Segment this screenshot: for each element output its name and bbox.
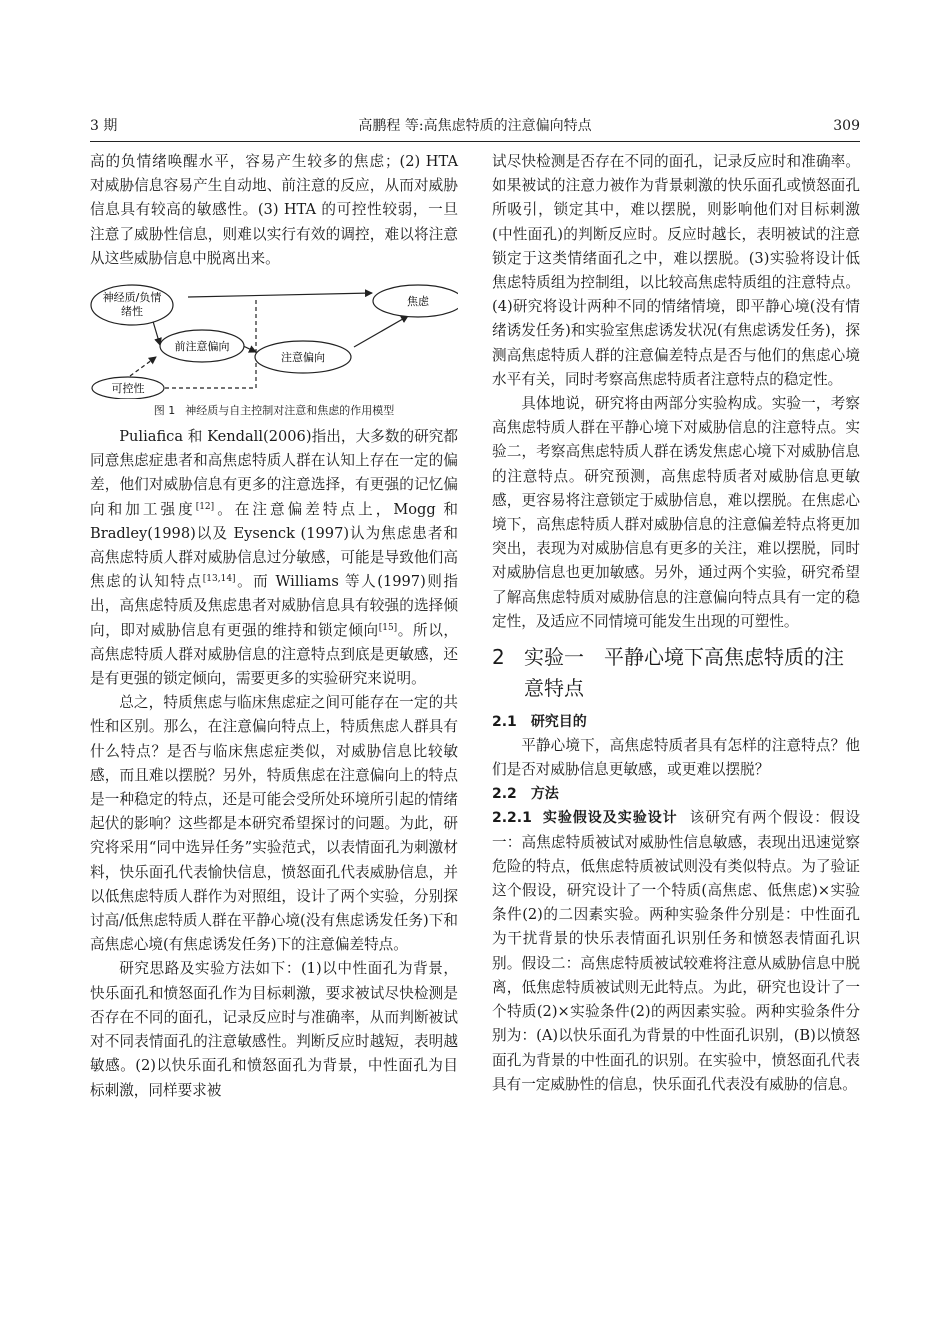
subsection-number: 2.2 — [492, 786, 517, 803]
right-column — [492, 150, 860, 1097]
node-label-anxiety: 焦虑 — [407, 295, 429, 309]
subsection-title: 研究目的 — [530, 714, 587, 731]
subsubsection-title: 实验假设及实验设计 — [541, 810, 678, 827]
subsection-title: 方法 — [530, 786, 559, 803]
text-run: 。而 Williams 等人(1997)则指出，高焦虑特质及焦虑患者对威胁信息具有较强的选择倾向，即对威胁信息有更强的维持和锁定倾向 — [90, 573, 458, 639]
section-number: 2 — [492, 645, 505, 670]
node-label-controllability: 可控性 — [111, 382, 145, 396]
section-title: 实验一 平静心境下高焦虑特质的注意特点 — [524, 645, 844, 701]
paragraph: 总之，特质焦虑与临床焦虑症之间可能存在一定的共性和区别。那么，在注意偏向特点上，特质焦虑人群具有什么特点？是否与临床焦虑症类似，对威胁信息比较敏感，而且难以摆脱？另外，特质焦虑在注意偏向上的特点是一种稳定的特点，还是可能会受所处环境所引起的情绪起伏的影响？这些都是本研究希望探讨的问题。为此，研究将采用“同中选异任务”实验范式，以表情面孔为刺激材料，快乐面孔代表愉快信息，愤怒面孔代表威胁信息，并以低焦虑特质人群作为对照组，设计了两个实验，分别探讨高/低焦虑特质人群在平静心境(没有焦虑诱发任务)下和高焦虑心境(有焦虑诱发任务)下的注意偏差特点。 — [90, 694, 458, 954]
text-run: 该研究有两个假设：假设一：高焦虑特质被试对威胁性信息敏感，表现出迅速觉察危险的特点，低焦虑特质被试则没有类似特点。为了验证这个假设，研究设计了一个特质(高焦虑、低焦虑)×实验条件(2)的二因素实验。两种实验条件分别是：中性面孔为干扰背景的快乐表情面孔识别任务和愤怒表情面孔识别。假设二：高焦虑特质被试较难将注意从威胁信息中脱离，低焦虑特质被试则无此特点。为此，研究也设计了一个特质(2)×实验条件(2)的两因素实验。两种实验条件分别为：(A)以快乐面孔为背景的中性面孔识别，(B)以愤怒面孔为背景的中性面孔的识别。在实验中，愤怒面孔代表具有一定威胁性的信息，快乐面孔代表没有威胁的信息。 — [492, 809, 860, 1093]
node-label-neuroticism-line1: 神经质/负情 — [102, 291, 162, 305]
arrow-neuroticism-to-anxiety — [188, 293, 372, 297]
subsection-heading — [492, 782, 860, 806]
issue-label: 3 期 — [90, 118, 118, 134]
citation: [15] — [378, 622, 398, 633]
subsection-heading — [492, 710, 860, 734]
text-run: 。在注意偏差特点上，Mogg 和 Bradley(1998)以及 Eysenck (1997)认为焦虑患者和高焦虑特质人群对威胁信息过分敏感，可能是导致他们高焦虑的认知特点 — [90, 500, 458, 591]
paragraph: 平静心境下，高焦虑特质者具有怎样的注意特点？他们是否对威胁信息更敏感，或更难以摆脱？ — [492, 737, 860, 779]
left-column — [90, 150, 458, 1103]
page-number: 309 — [833, 118, 860, 134]
text-run: Puliafica 和 Kendall(2006)指出，大多数的研究都同意焦虑症患者和高焦虑特质人群在认知上存在一定的偏差，他们对威胁信息有更多的注意选择，有更强的记忆偏向和加工强度 — [90, 428, 458, 518]
paragraph: 研究思路及实验方法如下：(1)以中性面孔为背景，快乐面孔和愤怒面孔作为目标刺激，要求被试尽快检测是否存在不同的面孔，记录反应时与准确率，从而判断被试对不同表情面孔的注意敏感性。判断反应时越短，表明越敏感。(2)以快乐面孔和愤怒面孔为背景，中性面孔为目标刺激，同样要求被 — [90, 960, 458, 1099]
figure-caption — [90, 403, 458, 419]
running-header — [90, 115, 860, 137]
paragraph — [90, 425, 458, 691]
header-rule — [90, 141, 860, 142]
text-run: 。所以，高焦虑特质人群对威胁信息的注意特点到底是更敏感，还是有更强的锁定倾向，需要更多的实验研究来说明。 — [90, 621, 458, 688]
paragraph — [492, 806, 860, 1096]
citation: [13,14] — [202, 574, 236, 585]
paragraph: 具体地说，研究将由两部分实验构成。实验一，考察高焦虑特质人群在平静心境下对威胁信息的注意特点。实验二，考察高焦虑特质人群在诱发焦虑心境下对威胁信息的注意特点。研究预测，高焦虑特质者对威胁信息更敏感，更容易将注意锁定于威胁信息，难以摆脱。在焦虑心境下，高焦虑特质人群对威胁信息的注意偏差特点将更加突出，表现为对威胁信息有更多的关注，难以摆脱，同时对威胁信息也更加敏感。另外，通过两个实验，研究希望了解高焦虑特质对威胁信息的注意偏向特点具有一定的稳定性，及适应不同情境可能发生出现的可塑性。 — [492, 395, 860, 630]
section-heading — [492, 642, 860, 704]
subsubsection-number: 2.2.1 — [492, 810, 532, 827]
paragraph: 高的负情绪唤醒水平，容易产生较多的焦虑；(2) HTA 对威胁信息容易产生自动地、前注意的反应，从而对威胁信息具有较高的敏感性。(3) HTA 的可控性较弱，一旦注意了威胁性信息，则难以实行有效的调控，难以将注意从这些威胁信息中脱离出来。 — [90, 153, 458, 267]
node-label-preattentive: 前注意偏向 — [174, 340, 230, 354]
running-title: 高鹏程 等:高焦虑特质的注意偏向特点 — [358, 118, 592, 134]
figure-number: 图 1 — [153, 404, 176, 418]
arrow-controllability-to-preattentive — [130, 357, 156, 376]
figure-caption-text: 神经质与自主控制对注意和焦虑的作用模型 — [185, 404, 395, 418]
node-label-neuroticism-line2: 绪性 — [121, 305, 143, 319]
arrow-attention-to-anxiety — [354, 316, 408, 347]
subsection-number: 2.1 — [492, 714, 517, 731]
model-diagram — [90, 281, 458, 399]
paragraph: 试尽快检测是否存在不同的面孔，记录反应时和准确率。如果被试的注意力被作为背景刺激的快乐面孔或愤怒面孔所吸引，锁定其中，难以摆脱，则影响他们对目标刺激(中性面孔)的判断反应时。反应时越长，表明被试的注意锁定于这类情绪面孔之中，难以摆脱。(3)实验将设计低焦虑特质组为控制组，以比较高焦虑特质组的注意特点。(4)研究将设计两种不同的情绪情境，即平静心境(没有情绪诱发任务)和实验室焦虑诱发状况(有焦虑诱发任务)，探测高焦虑特质人群的注意偏差特点是否与他们的焦虑心境水平有关，同时考察高焦虑特质者注意特点的稳定性。 — [492, 153, 860, 388]
node-label-attention: 注意偏向 — [281, 351, 325, 365]
figure-1 — [90, 281, 458, 419]
citation: [12] — [195, 501, 215, 512]
